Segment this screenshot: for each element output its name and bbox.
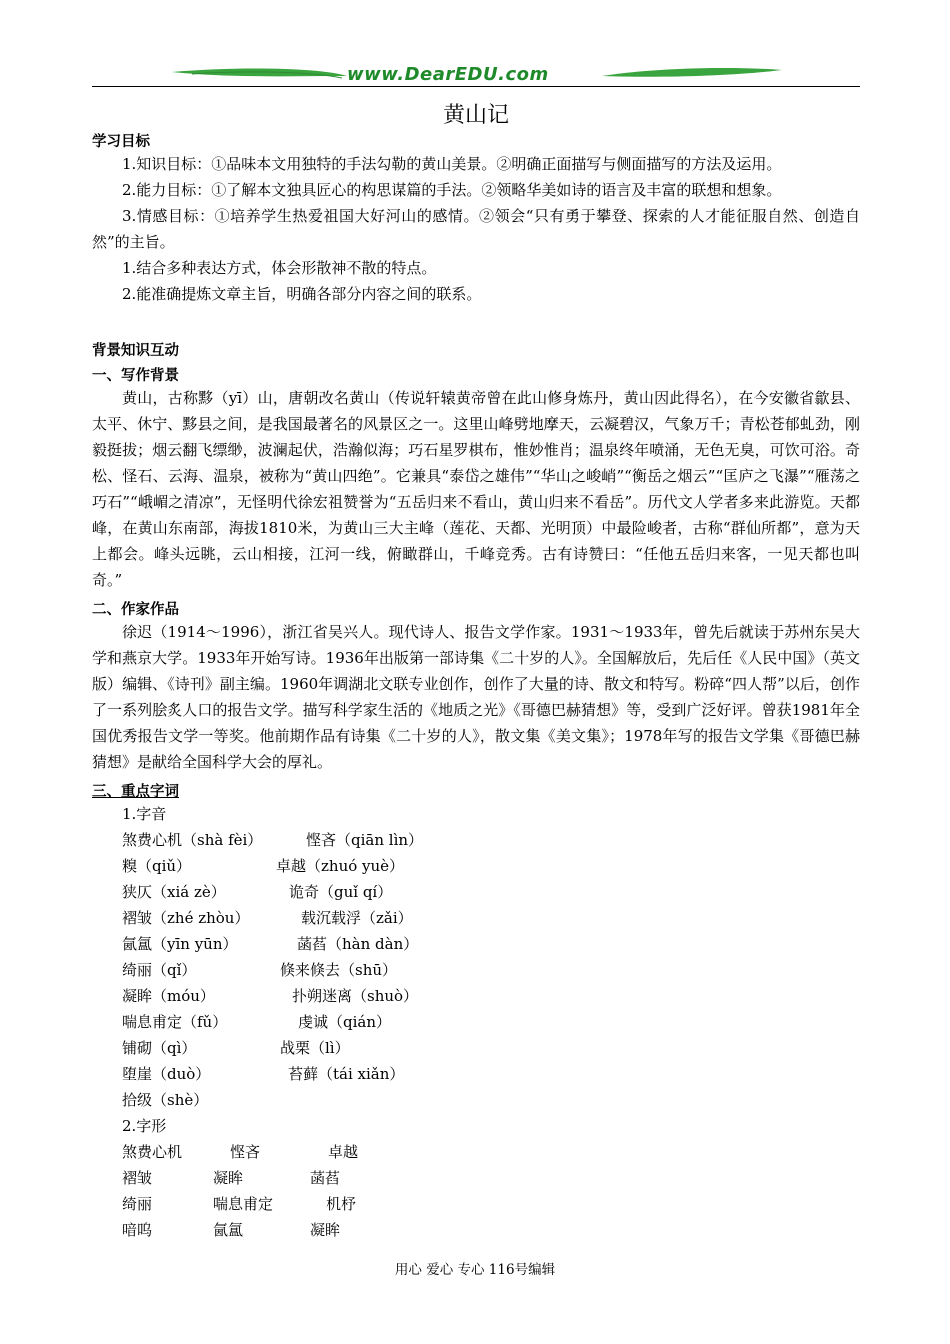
goal-item: 1.结合多种表达方式，体会形散神不散的特点。 [122,259,437,277]
form-heading: 2.字形 [122,1117,167,1135]
pron-item: 铺砌（qì） [122,1039,197,1057]
pron-item: 菡萏（hàn dàn） [297,935,419,953]
pron-item: 煞费心机（shà fèi） [122,831,263,849]
background-heading: 背景知识互动 [92,343,179,359]
pron-item: 糗（qiǔ） [122,857,192,875]
form-item: 褶皱 [122,1169,153,1187]
page-header [92,62,860,92]
site-logo-text: www.DearEDU.com [347,64,549,85]
form-item: 凝眸 [213,1169,244,1187]
goal-item: 2.能准确提炼文章主旨，明确各部分内容之间的联系。 [122,285,482,303]
form-item: 机杼 [326,1195,357,1213]
form-item: 煞费心机 [122,1143,183,1161]
goals-heading: 学习目标 [92,134,150,150]
pron-item: 凝眸（móu） [122,987,215,1005]
pron-item: 绮丽（qǐ） [122,961,197,979]
pron-item: 喘息甫定（fǔ） [122,1013,228,1031]
pron-item: 倏来倏去（shū） [280,961,398,979]
section-heading-author: 二、作家作品 [92,602,179,618]
pron-heading: 1.字音 [122,805,167,823]
goal-item: 2.能力目标：①了解本文独具匠心的构思谋篇的手法。②领略华美如诗的语言及丰富的联想和想象。 [122,181,782,199]
pron-item: 战栗（lì） [280,1039,350,1057]
pron-item: 苔藓（tái xiǎn） [288,1065,405,1083]
pron-item: 褶皱（zhé zhòu） [122,909,250,927]
form-item: 凝眸 [310,1221,341,1239]
pron-item: 虔诚（qián） [298,1013,392,1031]
pron-item: 扑朔迷离（shuò） [292,987,419,1005]
form-item: 喑呜 [122,1221,153,1239]
pron-item: 氤氲（yīn yūn） [122,935,238,953]
pron-item: 载沉载浮（zǎi） [301,909,413,927]
pron-item: 诡奇（guǐ qí） [289,883,393,901]
header-rule [92,86,860,87]
form-item: 喘息甫定 [213,1195,274,1213]
pron-item: 卓越（zhuó yuè） [276,857,405,875]
section-heading-vocab: 三、重点字词 [92,784,179,800]
page-footer: 用心 爱心 专心 116号编辑 [394,1262,556,1278]
section-heading-writing-background: 一、写作背景 [92,368,179,384]
form-item: 卓越 [328,1143,359,1161]
goal-item: 3.情感目标：①培养学生热爱祖国大好河山的感情。②领会“只有勇于攀登、探索的人才能征服自然、创造自然”的主旨。 [92,207,860,251]
pron-item: 拾级（shè） [122,1091,209,1109]
pron-item: 悭吝（qiān lìn） [306,831,424,849]
page-title: 黄山记 [442,103,509,128]
pron-item: 堕崖（duò） [122,1065,211,1083]
form-item: 氤氲 [213,1221,244,1239]
form-item: 绮丽 [122,1195,153,1213]
author-text: 徐迟（1914～1996），浙江省吴兴人。现代诗人、报告文学作家。1931～1933年，曾先后就读于苏州东吴大学和燕京大学。1933年开始写诗。1936年出版第一部诗集《二十岁的人》。全国解放后，先后任《人民中国》（英文版）编辑、《诗刊》副主编。1960年调湖北文联专业创作，创作了大量的诗、散文和特写。粉碎“四人帮”以后，创作了一系列脍炙人口的报告文学。描写科学家生活的《地质之光》《哥德巴赫猜想》等，受到广泛好评。曾获1981年全国优秀报告文学一等奖。他前期作品有诗集《二十岁的人》，散文集《美文集》；1978年写的报告文学集《哥德巴赫猜想》是献给全国科学大会的厚礼。 [92,623,860,771]
goal-item: 1.知识目标：①品味本文用独特的手法勾勒的黄山美景。②明确正面描写与侧面描写的方法及运用。 [122,155,782,173]
form-item: 菡萏 [310,1169,341,1187]
pron-item: 狭仄（xiá zè） [122,883,226,901]
writing-background-text: 黄山，古称黟（yī）山，唐朝改名黄山（传说轩辕黄帝曾在此山修身炼丹，黄山因此得名），在今安徽省歙县、太平、休宁、黟县之间，是我国最著名的风景区之一。这里山峰劈地摩天，云凝碧汉，气象万千；青松苍郁虬劲，刚毅挺拔；烟云翻飞缥缈，波澜起伏，浩瀚似海；巧石星罗棋布，惟妙惟肖；温泉终年喷涌，无色无臭，可饮可浴。奇松、怪石、云海、温泉，被称为“黄山四绝”。它兼具“泰岱之雄伟”“华山之峻峭”“衡岳之烟云”“匡庐之飞瀑”“雁荡之巧石”“峨嵋之清凉”，无怪明代徐宏祖赞誉为“五岳归来不看山，黄山归来不看岳”。历代文人学者多来此游览。天都峰，在黄山东南部，海拔1810米，为黄山三大主峰（莲花、天都、光明顶）中最险峻者，古称“群仙所都”，意为天上都会。峰头远眺，云山相接，江河一线，俯瞰群山，千峰竞秀。古有诗赞曰：“任他五岳归来客，一见天都也叫奇。” [92,389,860,589]
form-item: 悭吝 [230,1143,261,1161]
